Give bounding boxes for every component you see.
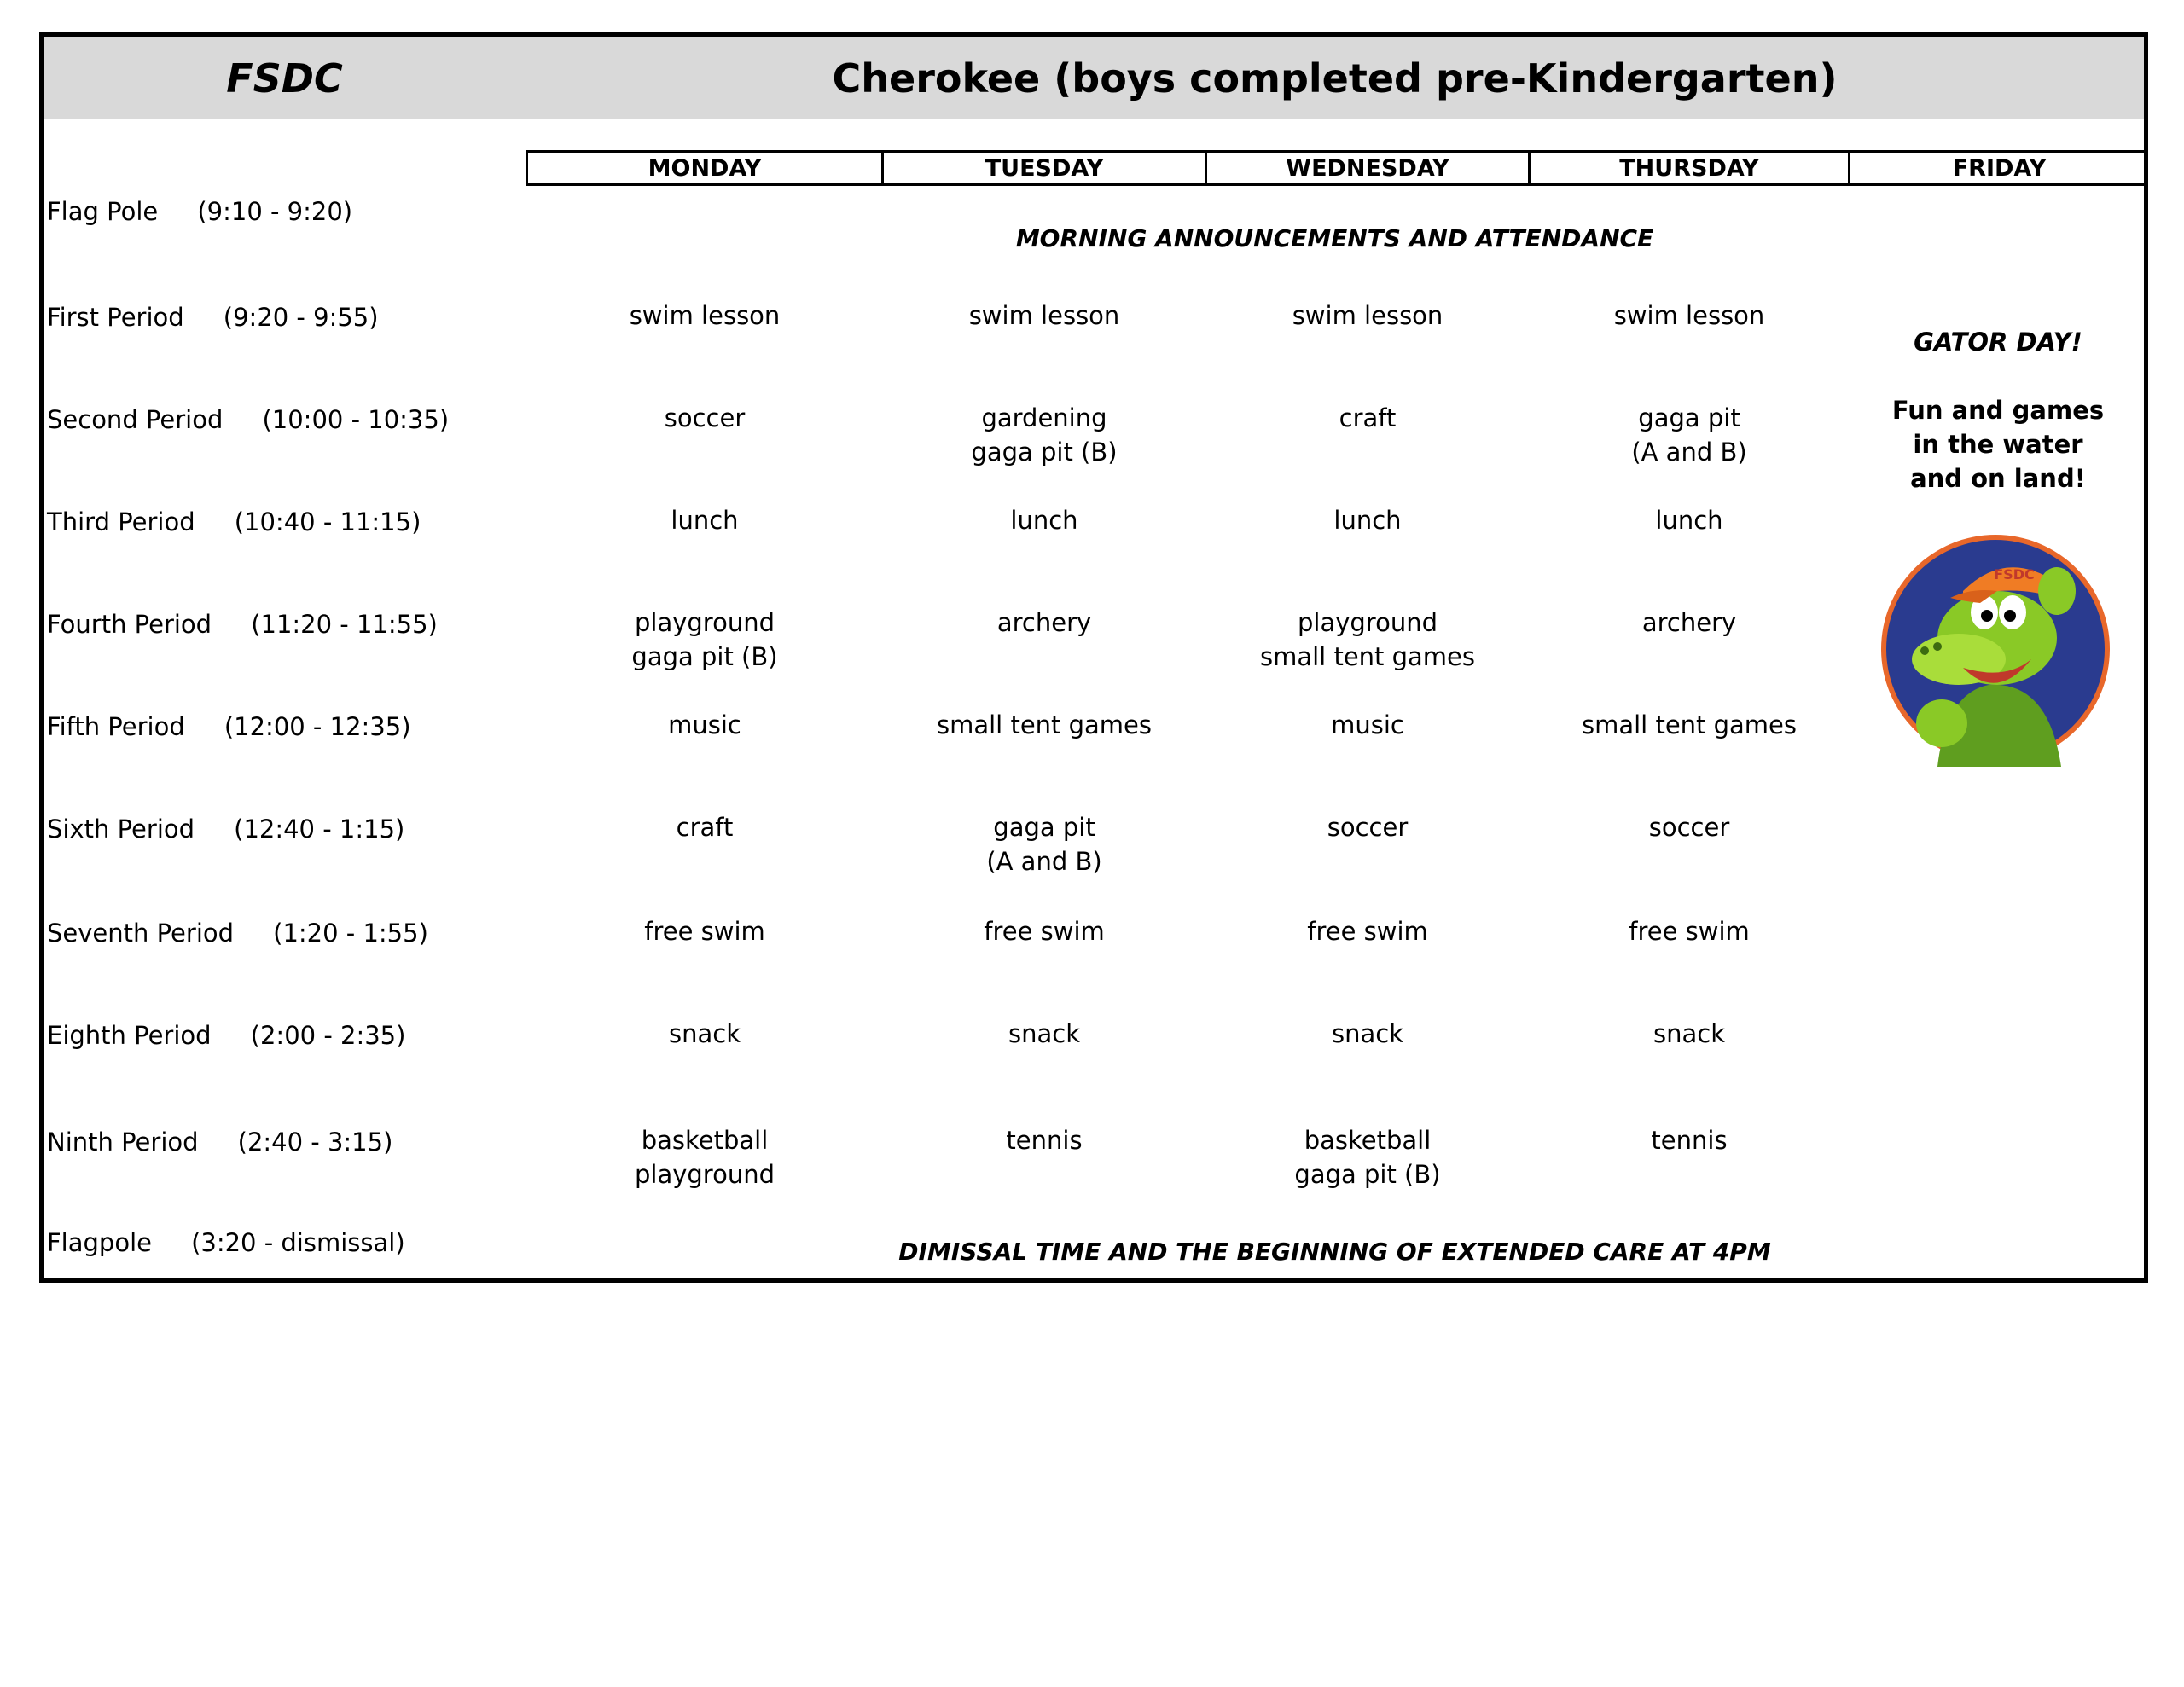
schedule-sheet [39,32,2148,1283]
period-name: Eighth Period [47,1021,212,1050]
period-name: Seventh Period [47,919,235,948]
schedule-cell: archery [1641,608,1737,637]
period-time: (9:20 - 9:55) [223,303,379,332]
schedule-cell: soccer [1648,813,1730,842]
period-name: First Period [47,303,184,332]
gator-day-title: GATOR DAY! [1914,328,2082,357]
schedule-cell: soccer [1327,813,1409,842]
period-name: Second Period [47,405,224,434]
brand-label: FSDC [226,55,343,101]
schedule-cell: small tent games [936,710,1153,739]
schedule-cell: gaga pit (A and B) [1631,403,1747,467]
period-name: Sixth Period [47,815,195,844]
schedule-cell: lunch [1010,506,1078,535]
period-time: (2:40 - 3:15) [237,1128,393,1157]
schedule-cell: craft [676,813,734,842]
period-time: (2:00 - 2:35) [250,1021,406,1050]
period-time: (9:10 - 9:20) [197,197,353,226]
schedule-cell: gaga pit (A and B) [986,813,1102,876]
period-label [47,300,525,334]
day-header-wednesday: WEDNESDAY [1205,150,1531,186]
period-label [47,710,525,744]
schedule-cell: free swim [644,917,765,946]
period-name: Fifth Period [47,712,185,741]
period-label [47,1226,525,1260]
period-name: Fourth Period [47,610,212,639]
schedule-cell: snack [1653,1019,1725,1048]
schedule-cell: music [668,710,741,739]
period-time: (11:20 - 11:55) [251,610,438,639]
schedule-cell: swim lesson [1613,301,1765,330]
schedule-cell: lunch [1655,506,1723,535]
period-name: Third Period [47,507,195,536]
period-label [47,505,525,539]
schedule-cell: basketball gaga pit (B) [1294,1126,1441,1189]
schedule-cell: tennis [1006,1126,1083,1155]
period-label [47,916,525,950]
day-header-thursday: THURSDAY [1528,150,1850,186]
schedule-cell: small tent games [1581,710,1798,739]
period-label [47,1125,525,1159]
schedule-cell: swim lesson [629,301,781,330]
schedule-cell: snack [669,1019,741,1048]
schedule-cell: tennis [1651,1126,1728,1155]
period-time: (12:00 - 12:35) [224,712,411,741]
period-time: (10:40 - 11:15) [234,507,421,536]
period-time: (10:00 - 10:35) [262,405,450,434]
schedule-cell: lunch [1333,506,1402,535]
period-time: (1:20 - 1:55) [273,919,428,948]
schedule-cell: free swim [1629,917,1750,946]
schedule-cell: music [1331,710,1404,739]
schedule-cell: archery [996,608,1092,637]
period-label [47,194,525,229]
period-name: Ninth Period [47,1128,199,1157]
period-label [47,607,525,641]
schedule-cell: free swim [1307,917,1428,946]
period-time: (12:40 - 1:15) [234,815,405,844]
schedule-cell: swim lesson [968,301,1120,330]
schedule-cell: free swim [984,917,1105,946]
day-header-tuesday: TUESDAY [881,150,1207,186]
schedule-cell: playground small tent games [1259,608,1476,671]
schedule-cell: lunch [671,506,739,535]
period-label [47,1018,525,1052]
period-time: (3:20 - dismissal) [191,1228,405,1257]
day-header-friday: FRIDAY [1848,150,2148,186]
page-title: Cherokee (boys completed pre-Kindergarten) [832,55,1838,101]
morning-banner: MORNING ANNOUNCEMENTS AND ATTENDANCE [1015,224,1654,252]
mascot-cap-text: FSDC [1994,566,2035,583]
period-name: Flag Pole [47,197,159,226]
schedule-cell: swim lesson [1292,301,1443,330]
schedule-cell: snack [1008,1019,1080,1048]
dismissal-banner: DIMISSAL TIME AND THE BEGINNING OF EXTENDED CARE AT 4PM [898,1238,1771,1266]
schedule-cell: snack [1332,1019,1403,1048]
day-header-monday: MONDAY [526,150,884,186]
schedule-cell: gardening gaga pit (B) [971,403,1118,467]
gator-mascot-logo [1878,531,2113,767]
schedule-cell: playground gaga pit (B) [631,608,778,671]
period-label [47,403,525,437]
schedule-cell: craft [1339,403,1397,432]
schedule-cell: basketball playground [634,1126,775,1189]
gator-day-subtitle: Fun and games in the water and on land! [1891,396,2105,493]
period-label [47,812,525,846]
period-name: Flagpole [47,1228,152,1257]
schedule-cell: soccer [664,403,746,432]
